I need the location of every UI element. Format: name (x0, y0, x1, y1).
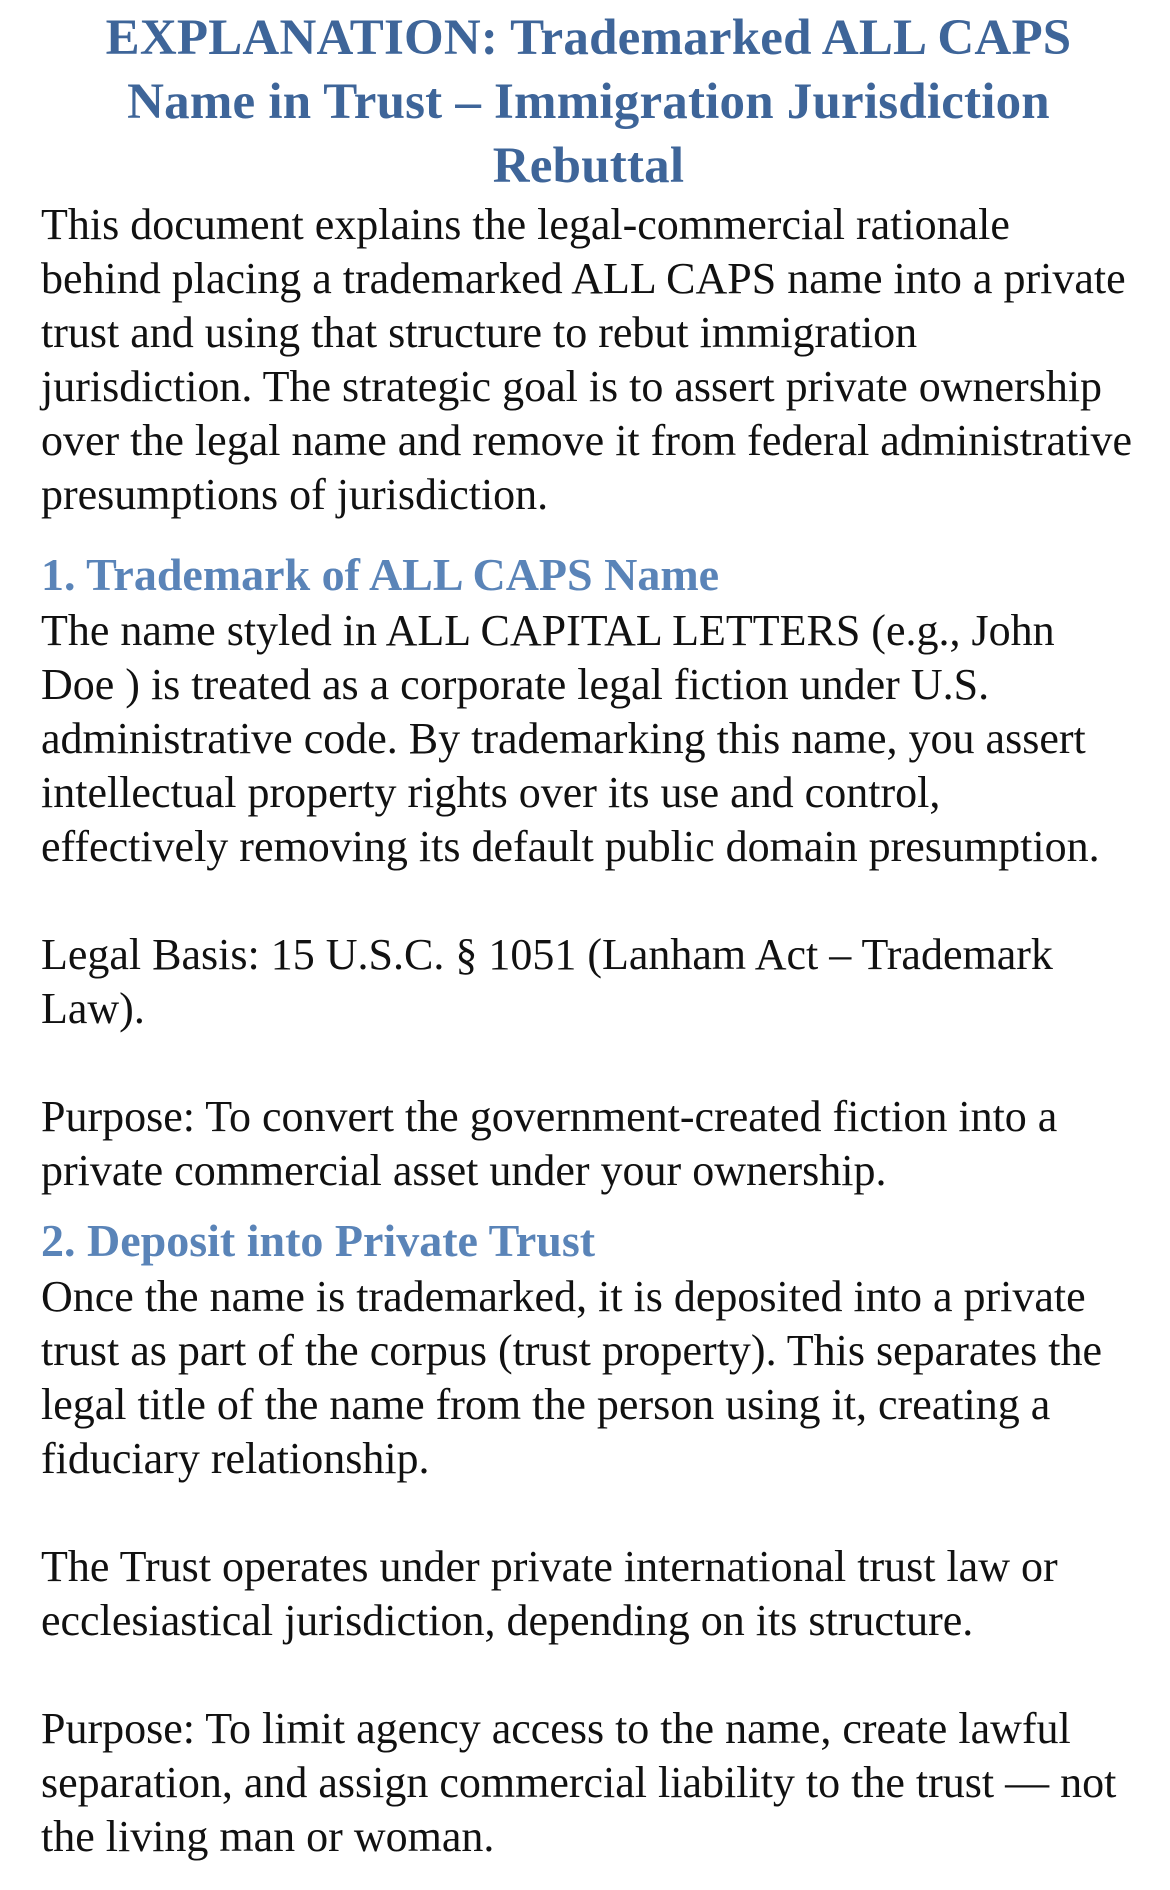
intro-paragraph: This document explains the legal-commercial rationale behind placing a trademarked ALL CAPS name into a private trust and using that structure to rebut immigration jurisdiction. The strategic goal is to assert private ownership over the legal name and remove it from federal administrative presumptions of jurisdiction. (41, 200, 1132, 519)
paragraph-spacer (41, 1036, 1136, 1090)
document-page (41, 0, 1136, 1864)
paragraph-spacer (41, 1486, 1136, 1540)
section-trademark (41, 546, 1136, 1198)
section-private-trust (41, 1212, 1136, 1864)
document-title: EXPLANATION: Trademarked ALL CAPS Name in Trust – Immigration Jurisdiction Rebuttal (105, 10, 1072, 194)
trust-law-paragraph: The Trust operates under private international trust law or ecclesiastical jurisdiction, depending on its structure. (41, 1542, 1058, 1645)
purpose-paragraph: Purpose: To convert the government-created fiction into a private commercial asset under your ownership. (41, 1092, 1058, 1195)
legal-basis-paragraph: Legal Basis: 15 U.S.C. § 1051 (Lanham Act – Trademark Law). (41, 930, 1053, 1033)
paragraph-spacer (41, 874, 1136, 928)
purpose-paragraph: Purpose: To limit agency access to the name, create lawful separation, and assign commercial liability to the trust — not the living man or woman. (41, 1704, 1117, 1861)
section-paragraph: Once the name is trademarked, it is deposited into a private trust as part of the corpus (trust property). This separates the legal title of the name from the person using it, creating a fiduciary relationship. (41, 1272, 1103, 1483)
section-paragraph: The name styled in ALL CAPITAL LETTERS (e.g., John Doe ) is treated as a corporate legal fiction under U.S. administrative code. By trademarking this name, you assert intellectual property rights over its use and control, effectively removing its default public domain presumption. (41, 606, 1100, 871)
section-heading: 2. Deposit into Private Trust (41, 1215, 596, 1266)
section-heading: 1. Trademark of ALL CAPS Name (41, 549, 720, 600)
paragraph-spacer (41, 1648, 1136, 1702)
